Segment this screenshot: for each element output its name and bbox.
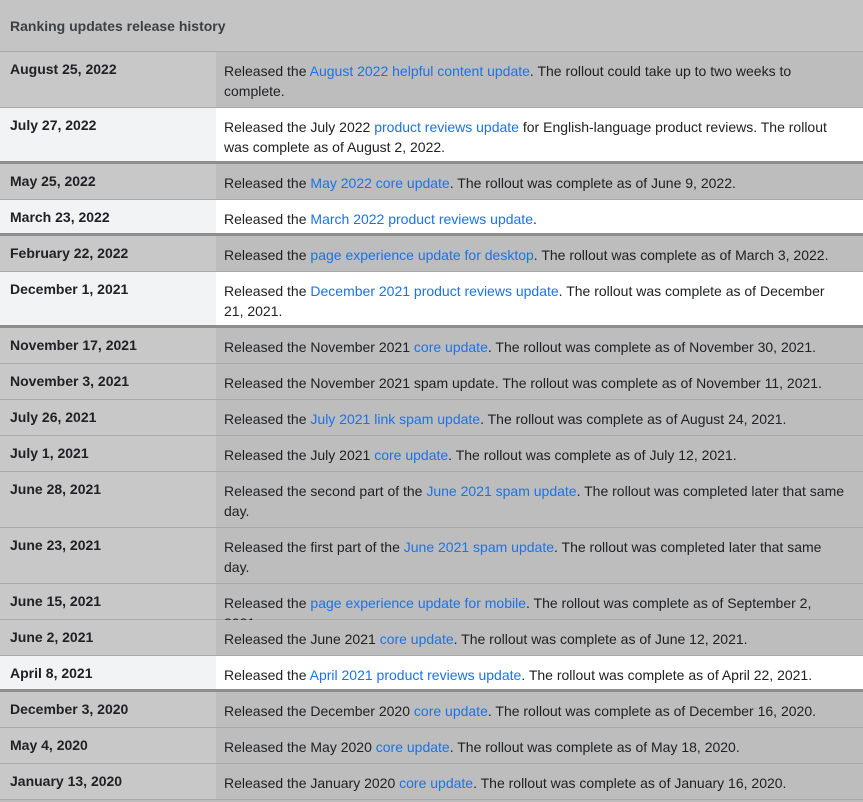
row-description: Released the April 2021 product reviews update. The rollout was complete as of April 22, 2021. [216, 656, 863, 689]
row-date: July 27, 2022 [0, 108, 216, 161]
update-link[interactable]: core update [379, 631, 454, 647]
table-row [0, 364, 863, 400]
row-description: Released the May 2022 core update. The rollout was complete as of June 9, 2022. [216, 164, 863, 199]
table-row [0, 728, 863, 764]
update-link[interactable]: June 2021 spam update [426, 483, 577, 499]
row-description: Released the July 2022 product reviews update for English-language product reviews. The rollout was complete as of August 2, 2022. [216, 108, 863, 161]
row-description: Released the second part of the June 2021 spam update. The rollout was completed later that same day. [216, 472, 863, 527]
row-date: December 1, 2021 [0, 272, 216, 325]
table-header [0, 0, 863, 52]
row-date: June 2, 2021 [0, 620, 216, 655]
table-row [0, 164, 863, 200]
table-row [0, 328, 863, 364]
table-row [0, 692, 863, 728]
table-row [0, 272, 863, 328]
row-description: Released the page experience update for desktop. The rollout was complete as of March 3, 2022. [216, 236, 863, 271]
table-row [0, 620, 863, 656]
update-link[interactable]: page experience update for desktop [310, 247, 534, 263]
update-link[interactable]: core update [399, 775, 474, 791]
row-description: Released the June 2021 core update. The rollout was complete as of June 12, 2021. [216, 620, 863, 655]
table-title: Ranking updates release history [10, 17, 226, 34]
table-row [0, 400, 863, 436]
row-description: Released the July 2021 link spam update. The rollout was complete as of August 24, 2021. [216, 400, 863, 435]
update-link[interactable]: core update [413, 339, 488, 355]
row-date: July 1, 2021 [0, 436, 216, 471]
table-row [0, 584, 863, 620]
row-date: December 3, 2020 [0, 692, 216, 727]
table-row [0, 236, 863, 272]
row-date: June 15, 2021 [0, 584, 216, 619]
row-date: June 23, 2021 [0, 528, 216, 583]
row-description: Released the August 2022 helpful content update. The rollout could take up to two weeks to complete. [216, 52, 863, 107]
update-link[interactable]: page experience update for mobile [310, 595, 526, 611]
update-link[interactable]: March 2022 product reviews update [310, 211, 533, 227]
row-date: November 17, 2021 [0, 328, 216, 363]
row-date: January 13, 2020 [0, 764, 216, 799]
table-row [0, 764, 863, 800]
row-description: Released the May 2020 core update. The rollout was complete as of May 18, 2020. [216, 728, 863, 763]
row-date: June 28, 2021 [0, 472, 216, 527]
row-description: Released the first part of the June 2021 spam update. The rollout was completed later that same day. [216, 528, 863, 583]
update-link[interactable]: product reviews update [374, 119, 519, 135]
row-description: Released the November 2021 spam update. The rollout was complete as of November 11, 2021. [216, 364, 863, 399]
row-description: Released the July 2021 core update. The rollout was complete as of July 12, 2021. [216, 436, 863, 471]
update-link[interactable]: June 2021 spam update [403, 539, 554, 555]
row-description: Released the March 2022 product reviews update. [216, 200, 863, 233]
row-description: Released the page experience update for mobile. The rollout was complete as of September 2, [216, 584, 863, 619]
row-date: May 4, 2020 [0, 728, 216, 763]
row-date: February 22, 2022 [0, 236, 216, 271]
update-link[interactable]: December 2021 product reviews update [310, 283, 559, 299]
row-date: March 23, 2022 [0, 200, 216, 233]
update-link[interactable]: April 2021 product reviews update [309, 667, 522, 683]
table-row [0, 472, 863, 528]
row-description: Released the December 2020 core update. The rollout was complete as of December 16, 2020. [216, 692, 863, 727]
update-link[interactable]: core update [413, 703, 488, 719]
row-description: Released the November 2021 core update. The rollout was complete as of November 30, 2021. [216, 328, 863, 363]
row-description: Released the December 2021 product reviews update. The rollout was complete as of December 21, 2021. [216, 272, 863, 325]
row-date: August 25, 2022 [0, 52, 216, 107]
update-link[interactable]: core update [375, 739, 450, 755]
table-row [0, 108, 863, 164]
table-row [0, 528, 863, 584]
table-row [0, 52, 863, 108]
table-row [0, 436, 863, 472]
row-date: November 3, 2021 [0, 364, 216, 399]
update-link[interactable]: May 2022 core update [310, 175, 450, 191]
table-row [0, 656, 863, 692]
update-link[interactable]: August 2022 helpful content update [309, 63, 530, 79]
update-link[interactable]: July 2021 link spam update [310, 411, 481, 427]
row-date: April 8, 2021 [0, 656, 216, 689]
row-description: Released the January 2020 core update. The rollout was complete as of January 16, 2020. [216, 764, 863, 799]
update-link[interactable]: core update [374, 447, 449, 463]
row-date: May 25, 2022 [0, 164, 216, 199]
row-date: July 26, 2021 [0, 400, 216, 435]
table-row [0, 200, 863, 236]
